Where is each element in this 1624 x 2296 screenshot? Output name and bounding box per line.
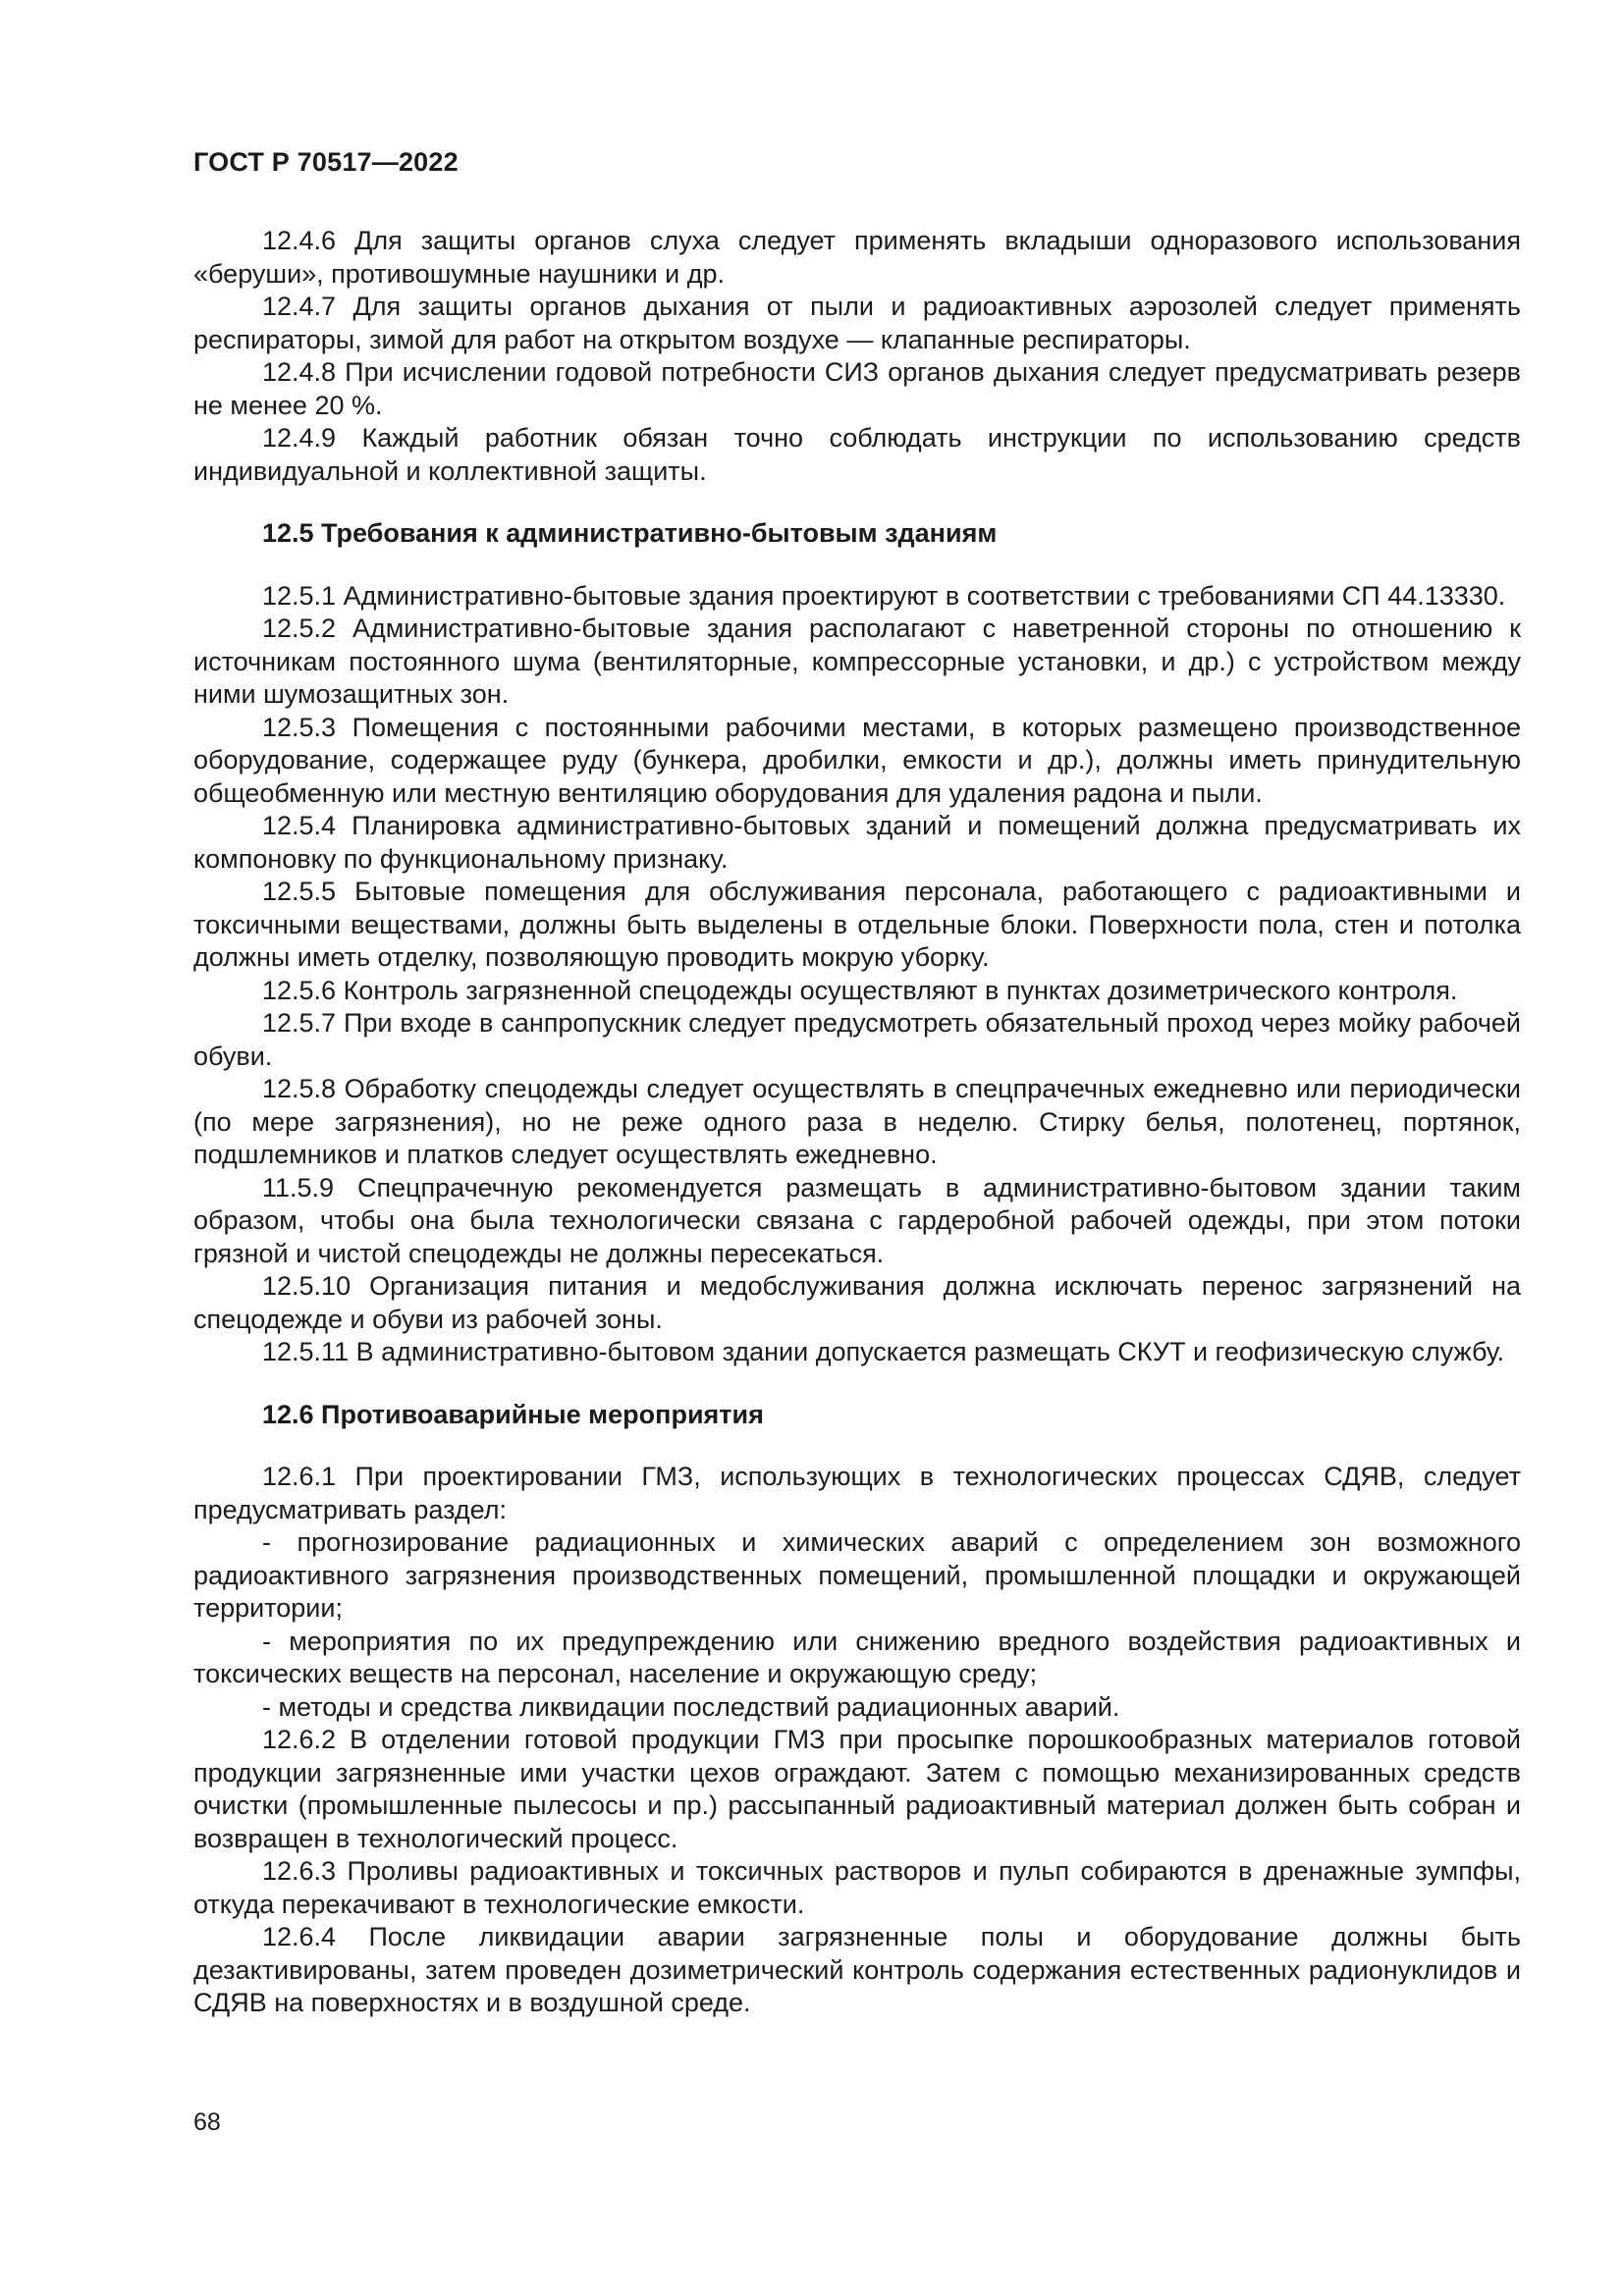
list-item-forecasting: - прогнозирование радиационных и химических аварий с определением зон возможного радиоактивного загрязнения производственных помещений, промышленной площадки и окружающей территории; — [193, 1527, 1521, 1623]
paragraph-12-6-2: 12.6.2 В отделении готовой продукции ГМЗ при просыпке порошкообразных материалов готовой продукции загрязненные ими участки цехов ограждают. Затем с помощью механизированных средств очистки (промышленные пылесосы и пр.) рассыпанный радиоактивный материал должен быть собран и возвращен в технологический процесс. — [193, 1725, 1521, 1853]
paragraph-11-5-9: 11.5.9 Спецпрачечную рекомендуется размещать в административно-бытовом здании таким образом, чтобы она была технологически связана с гардеробной рабочей одежды, при этом потоки грязной и чистой спецодежды не должны пересекаться. — [193, 1172, 1521, 1268]
paragraph-12-5-11: 12.5.11 В административно-бытовом здании допускается размещать СКУТ и геофизическую службу. — [262, 1337, 1505, 1366]
paragraph-12-5-10: 12.5.10 Организация питания и медобслуживания должна исключать перенос загрязнений на спецодежде и обуви из рабочей зоны. — [193, 1271, 1521, 1334]
document-body — [193, 225, 1521, 2020]
paragraph-12-6-1: 12.6.1 При проектировании ГМЗ, использующих в технологических процессах СДЯВ, следует предусматривать раздел: — [193, 1462, 1521, 1524]
document-code-header: ГОСТ Р 70517—2022 — [193, 147, 459, 177]
paragraph-12-5-6: 12.5.6 Контроль загрязненной спецодежды осуществляют в пунктах дозиметрического контроля. — [262, 975, 1458, 1005]
paragraph-12-5-5: 12.5.5 Бытовые помещения для обслуживания персонала, работающего с радиоактивными и токсичными веществами, должны быть выделены в отдельные блоки. Поверхности пола, стен и потолка должны иметь отделку, позволяющую проводить мокрую уборку. — [193, 877, 1521, 972]
section-heading-12-6: 12.6 Противоаварийные мероприятия — [262, 1399, 764, 1429]
page-number: 68 — [193, 2109, 221, 2136]
list-item-prevention: - мероприятия по их предупреждению или снижению вредного воздействия радиоактивных и токсических веществ на персонал, население и окружающую среду; — [193, 1626, 1521, 1688]
paragraph-12-4-8: 12.4.8 При исчислении годовой потребности СИЗ органов дыхания следует предусматривать резерв не менее 20 %. — [193, 357, 1521, 420]
paragraph-12-4-9: 12.4.9 Каждый работник обязан точно соблюдать инструкции по использованию средств индивидуальной и коллективной защиты. — [193, 423, 1521, 486]
paragraph-12-5-2: 12.5.2 Административно-бытовые здания располагают с наветренной стороны по отношению к источникам постоянного шума (вентиляторные, компрессорные установки, и др.) с устройством между ними шумозащитных зон. — [193, 614, 1521, 709]
section-heading-12-5: 12.5 Требования к административно-бытовым зданиям — [262, 518, 998, 548]
paragraph-12-6-4: 12.6.4 После ликвидации аварии загрязненные полы и оборудование должны быть дезактивированы, затем проведен дозиметрический контроль содержания естественных радионуклидов и СДЯВ на поверхностях и в воздушной среде. — [193, 1922, 1521, 2017]
paragraph-12-4-6: 12.4.6 Для защиты органов слуха следует применять вкладыши одноразового использования «беруши», противошумные наушники и др. — [193, 226, 1521, 289]
paragraph-12-5-3: 12.5.3 Помещения с постоянными рабочими местами, в которых размещено производственное оборудование, содержащее руду (бункера, дробилки, емкости и др.), должны иметь принудительную общеобменную или местную вентиляцию оборудования для удаления радона и пыли. — [193, 712, 1521, 808]
list-item-liquidation: - методы и средства ликвидации последствий радиационных аварий. — [262, 1691, 1120, 1722]
paragraph-12-4-7: 12.4.7 Для защиты органов дыхания от пыли и радиоактивных аэрозолей следует применять респираторы, зимой для работ на открытом воздухе — клапанные респираторы. — [193, 292, 1521, 354]
paragraph-12-6-3: 12.6.3 Проливы радиоактивных и токсичных растворов и пульп собираются в дренажные зумпфы, откуда перекачивают в технологические емкости. — [193, 1856, 1521, 1919]
paragraph-12-5-4: 12.5.4 Планировка административно-бытовых зданий и помещений должна предусматривать их компоновку по функциональному признаку. — [193, 811, 1521, 874]
paragraph-12-5-8: 12.5.8 Обработку спецодежды следует осуществлять в спецпрачечных ежедневно или периодически (по мере загрязнения), но не реже одного раза в неделю. Стирку белья, полотенец, портянок, подшлемников и платков следует осуществлять ежедневно. — [193, 1074, 1521, 1169]
paragraph-12-5-7: 12.5.7 При входе в санпропускник следует предусмотреть обязательный проход через мойку рабочей обуви. — [193, 1008, 1521, 1071]
paragraph-12-5-1: 12.5.1 Административно-бытовые здания проектируют в соответствии с требованиями СП 44.13330. — [262, 580, 1506, 611]
